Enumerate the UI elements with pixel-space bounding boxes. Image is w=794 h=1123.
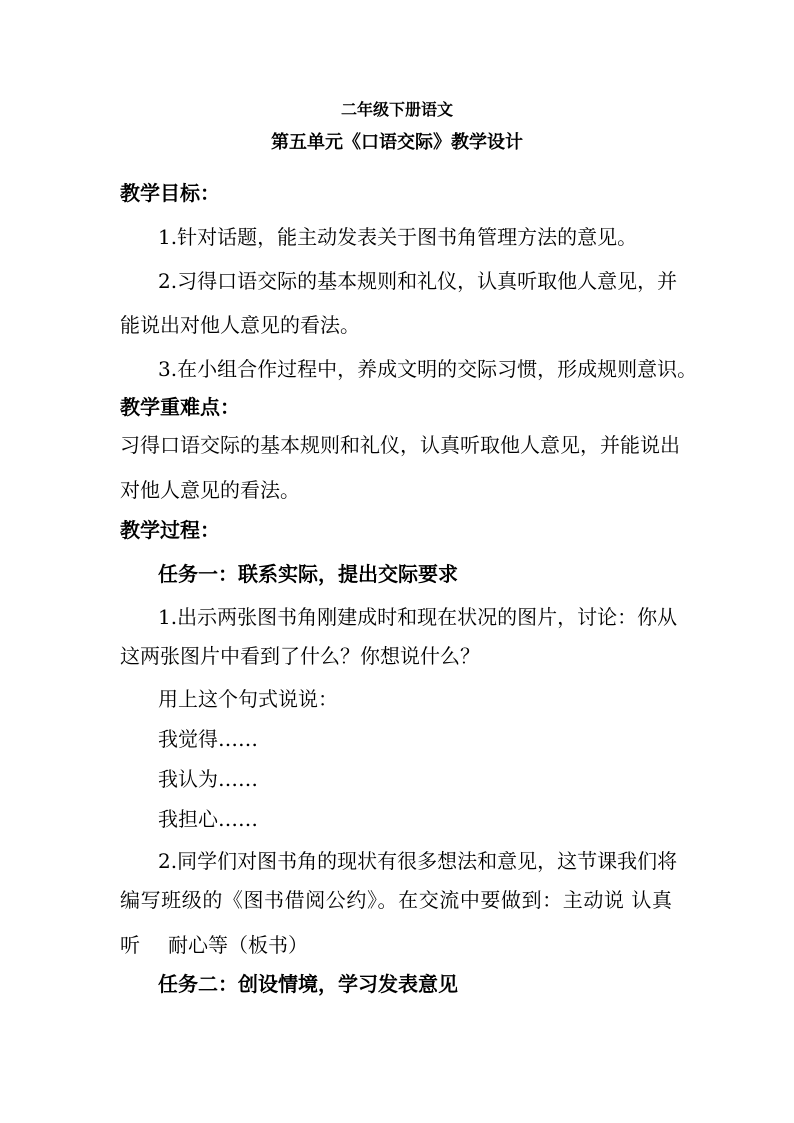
task-one-line8: 编写班级的《图书借阅公约》。在交流中要做到：主动说 认真 [120,888,672,912]
heading-key-difficulties: 教学重难点： [120,395,240,419]
task-one-line9-part2: 耐心等（板书） [168,933,308,957]
key-difficulties-line1: 习得口语交际的基本规则和礼仪，认真听取他人意见，并能说出 [120,433,680,457]
task-one-line1: 1.出示两张图书角刚建成时和现在状况的图片，讨论：你从 [158,605,678,629]
document-title-grade: 二年级下册语文 [340,100,453,119]
sentence-pattern-2: 我认为…… [158,767,258,791]
task-one-line2: 这两张图片中看到了什么？你想说什么？ [120,644,480,668]
goal-item-2-line1: 2.习得口语交际的基本规则和礼仪，认真听取他人意见，并 [158,269,678,293]
goal-item-1: 1.针对话题，能主动发表关于图书角管理方法的意见。 [158,225,638,249]
task-one-line9 [120,933,672,957]
sentence-pattern-3: 我担心…… [158,807,258,831]
task-one-line9-part1: 听 [120,933,140,957]
key-difficulties-line2: 对他人意见的看法。 [120,478,300,502]
task-one-line7: 2.同学们对图书角的现状有很多想法和意见，这节课我们将 [158,849,678,873]
document-title-unit: 第五单元《口语交际》教学设计 [271,132,523,153]
sentence-pattern-1: 我觉得…… [158,727,258,751]
goal-item-3: 3.在小组合作过程中，养成文明的交际习惯，形成规则意识。 [158,357,698,381]
task-one-heading: 任务一：联系实际，提出交际要求 [158,562,458,586]
heading-teaching-process: 教学过程： [120,518,220,542]
task-one-sentence-pattern: 用上这个句式说说： [158,687,338,711]
task-two-heading: 任务二：创设情境，学习发表意见 [158,972,458,996]
heading-teaching-goals: 教学目标： [120,181,220,205]
goal-item-2-line2: 能说出对他人意见的看法。 [120,313,360,337]
